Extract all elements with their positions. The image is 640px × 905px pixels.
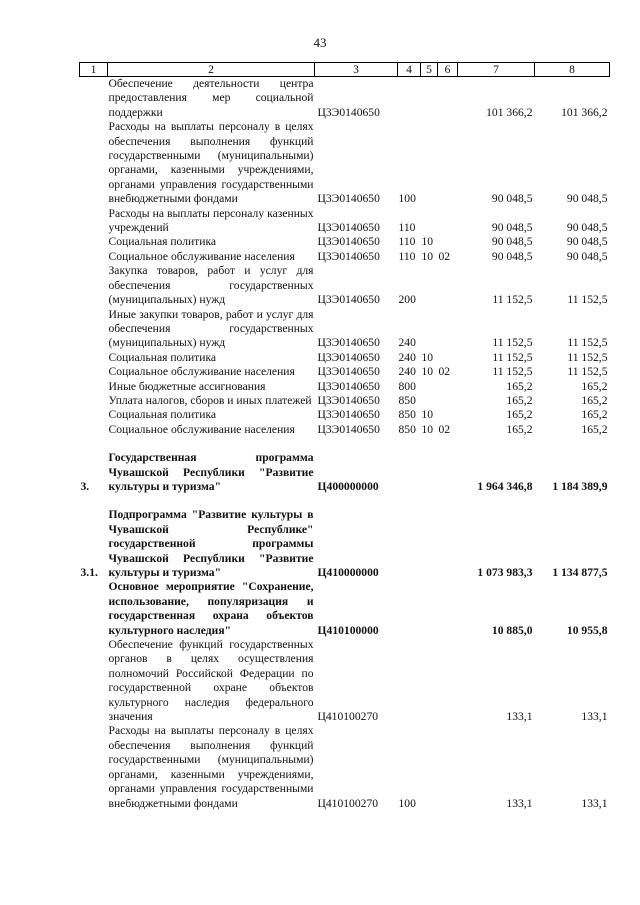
table-row bbox=[80, 308, 610, 351]
section bbox=[421, 120, 438, 206]
amount-col8: 1 134 877,5 bbox=[552, 566, 608, 579]
subsection bbox=[438, 380, 458, 394]
header-cell: 8 bbox=[535, 63, 610, 77]
subsection bbox=[438, 351, 458, 365]
amount-col8: 101 366,2 bbox=[561, 105, 608, 119]
row-number: 3.1. bbox=[80, 566, 98, 579]
row-name: Уплата налогов, сборов и иных платежей bbox=[108, 393, 312, 407]
amount-col8: 165,2 bbox=[581, 422, 608, 436]
amount-col8: 11 152,5 bbox=[567, 350, 608, 364]
row-number bbox=[80, 380, 108, 394]
amount-col7: 11 152,5 bbox=[492, 336, 533, 350]
header-cell: 7 bbox=[458, 63, 535, 77]
header-cell: 6 bbox=[438, 63, 458, 77]
target-code: Ц3Э0140650 bbox=[317, 192, 380, 206]
expense-type bbox=[398, 638, 421, 724]
amount-col8: 1 184 389,9 bbox=[552, 479, 608, 493]
amount-col8: 133,1 bbox=[581, 796, 608, 810]
amount-col7: 1 964 346,8 bbox=[477, 479, 533, 493]
amount-col8: 10 955,8 bbox=[566, 623, 608, 637]
target-code: Ц410100270 bbox=[317, 796, 379, 810]
amount-col8: 90 048,5 bbox=[566, 221, 608, 235]
expense-type bbox=[398, 508, 421, 580]
amount-col8: 11 152,5 bbox=[567, 336, 608, 350]
table-row bbox=[80, 394, 610, 408]
row-number bbox=[80, 235, 108, 249]
table-row bbox=[80, 365, 610, 379]
header-cell: 1 bbox=[80, 63, 108, 77]
subsection bbox=[438, 235, 458, 249]
target-code: Ц3Э0140650 bbox=[317, 336, 380, 350]
table-row bbox=[80, 235, 610, 249]
row-number bbox=[80, 77, 108, 121]
table-row bbox=[80, 351, 610, 365]
table-row bbox=[80, 724, 610, 810]
amount-col7: 90 048,5 bbox=[491, 221, 533, 235]
amount-col8: 90 048,5 bbox=[566, 192, 608, 206]
table-row bbox=[80, 423, 610, 437]
subsection bbox=[438, 308, 458, 351]
row-name: Подпрограмма "Развитие культуры в Чувашской Республике" государственной программы Чувашской Республики "Развитие культуры и туризма" bbox=[108, 508, 314, 579]
amount-col7: 165,2 bbox=[506, 393, 533, 407]
amount-col8: 165,2 bbox=[581, 393, 608, 407]
subsection bbox=[438, 394, 458, 408]
row-name: Социальное обслуживание населения bbox=[108, 422, 295, 436]
amount-col7: 1 073 983,3 bbox=[477, 566, 533, 579]
row-name: Обеспечение деятельности центра предоставления мер социальной поддержки bbox=[108, 77, 314, 119]
table-row bbox=[80, 638, 610, 724]
row-number bbox=[80, 408, 108, 422]
expense-type bbox=[398, 77, 421, 121]
subsection bbox=[438, 508, 458, 580]
expense-type: 110 bbox=[398, 235, 416, 249]
subsection bbox=[438, 580, 458, 638]
row-name: Обеспечение функций государственных органов в целях осуществления полномочий Российской Федерации по государственной охране объектов культурного наследия федерального значения bbox=[108, 638, 314, 724]
table-row bbox=[80, 120, 610, 206]
section bbox=[421, 264, 438, 307]
expense-type: 100 bbox=[398, 796, 416, 810]
target-code: Ц3Э0140650 bbox=[317, 422, 380, 436]
header-cell: 3 bbox=[315, 63, 398, 77]
header-cell: 4 bbox=[398, 63, 421, 77]
amount-col7: 90 048,5 bbox=[491, 249, 533, 263]
amount-col7: 133,1 bbox=[506, 796, 533, 810]
amount-col7: 101 366,2 bbox=[486, 105, 533, 119]
row-name: Расходы на выплаты персоналу в целях обеспечения выполнения функций государственными (муниципальными) органами, казенными учреждениями, органами управления государственными внебюджетными фондами bbox=[108, 724, 314, 810]
expense-type: 240 bbox=[398, 350, 416, 364]
row-number bbox=[80, 724, 108, 810]
amount-col7: 133,1 bbox=[506, 710, 533, 724]
row-number bbox=[80, 394, 108, 408]
row-name: Расходы на выплаты персоналу в целях обеспечения выполнения функций государственными (муниципальными) органами, казенными учреждениями, органами управления государственными внебюджетными фондами bbox=[108, 120, 314, 206]
target-code: Ц410100270 bbox=[317, 710, 379, 724]
expense-type: 100 bbox=[398, 192, 416, 206]
section: 10 bbox=[421, 235, 434, 249]
amount-col8: 11 152,5 bbox=[567, 365, 608, 379]
amount-col8: 165,2 bbox=[581, 408, 608, 422]
expense-type: 240 bbox=[398, 365, 416, 379]
subsection bbox=[438, 207, 458, 236]
table-row bbox=[80, 77, 610, 121]
row-number bbox=[80, 580, 108, 638]
section bbox=[421, 77, 438, 121]
row-name: Закупка товаров, работ и услуг для обеспечения государственных (муниципальных) нужд bbox=[108, 264, 314, 307]
subsection bbox=[438, 451, 458, 494]
amount-col7: 11 152,5 bbox=[492, 365, 533, 379]
row-name: Иные бюджетные ассигнования bbox=[108, 379, 266, 393]
table-row bbox=[80, 580, 610, 638]
target-code: Ц3Э0140650 bbox=[317, 393, 380, 407]
subsection bbox=[438, 408, 458, 422]
expense-type: 850 bbox=[398, 422, 416, 436]
row-name: Социальная политика bbox=[108, 235, 217, 249]
table-row bbox=[80, 451, 610, 494]
section: 10 bbox=[421, 249, 434, 263]
section bbox=[421, 380, 438, 394]
subsection bbox=[438, 264, 458, 307]
expense-type: 240 bbox=[398, 336, 416, 350]
section bbox=[421, 724, 438, 810]
section: 10 bbox=[421, 408, 434, 422]
expense-type: 110 bbox=[398, 249, 416, 263]
section bbox=[421, 207, 438, 236]
amount-col7: 11 152,5 bbox=[492, 293, 533, 307]
row-number bbox=[80, 264, 108, 307]
amount-col7: 165,2 bbox=[506, 379, 533, 393]
row-number bbox=[80, 207, 108, 236]
table-row bbox=[80, 250, 610, 264]
amount-col8: 90 048,5 bbox=[566, 235, 608, 249]
row-number bbox=[80, 250, 108, 264]
row-spacer bbox=[80, 437, 610, 451]
row-spacer bbox=[80, 494, 610, 508]
table-row bbox=[80, 264, 610, 307]
amount-col7: 10 885,0 bbox=[491, 623, 533, 637]
section bbox=[421, 580, 438, 638]
expense-type bbox=[398, 580, 421, 638]
expense-type: 110 bbox=[398, 221, 416, 235]
target-code: Ц3Э0140650 bbox=[317, 249, 380, 263]
row-name: Расходы на выплаты персоналу казенных учреждений bbox=[108, 206, 314, 235]
amount-col8: 11 152,5 bbox=[567, 293, 608, 307]
section bbox=[421, 308, 438, 351]
header-cell: 5 bbox=[421, 63, 438, 77]
subsection: 02 bbox=[438, 365, 451, 379]
target-code: Ц3Э0140650 bbox=[317, 408, 380, 422]
amount-col8: 165,2 bbox=[581, 379, 608, 393]
subsection bbox=[438, 724, 458, 810]
section bbox=[421, 638, 438, 724]
amount-col7: 165,2 bbox=[506, 408, 533, 422]
section bbox=[421, 508, 438, 580]
subsection bbox=[438, 77, 458, 121]
row-number bbox=[80, 120, 108, 206]
table-row bbox=[80, 508, 610, 580]
expense-type: 850 bbox=[398, 393, 416, 407]
target-code: Ц3Э0140650 bbox=[317, 221, 380, 235]
expense-type bbox=[398, 451, 421, 494]
subsection bbox=[438, 638, 458, 724]
section: 10 bbox=[421, 422, 434, 436]
column-number-header bbox=[80, 63, 610, 77]
section: 10 bbox=[421, 365, 434, 379]
page-number: 43 bbox=[313, 35, 327, 50]
row-number bbox=[80, 423, 108, 437]
amount-col8: 133,1 bbox=[581, 710, 608, 724]
amount-col8: 90 048,5 bbox=[566, 249, 608, 263]
target-code: Ц400000000 bbox=[317, 479, 379, 493]
row-number: 3. bbox=[80, 479, 90, 493]
row-name: Иные закупки товаров, работ и услуг для обеспечения государственных (муниципальных) нужд bbox=[108, 307, 314, 350]
row-number bbox=[80, 365, 108, 379]
row-name: Социальное обслуживание населения bbox=[108, 249, 295, 263]
row-name: Государственная программа Чувашской Республики "Развитие культуры и туризма" bbox=[108, 451, 314, 493]
target-code: Ц3Э0140650 bbox=[317, 293, 380, 307]
table-row bbox=[80, 408, 610, 422]
amount-col7: 165,2 bbox=[506, 422, 533, 436]
expense-type: 850 bbox=[398, 408, 416, 422]
target-code: Ц3Э0140650 bbox=[317, 235, 380, 249]
subsection: 02 bbox=[438, 249, 451, 263]
row-name: Основное мероприятие "Сохранение, использование, популяризация и государственная охрана объектов культурного наследия" bbox=[108, 580, 314, 637]
amount-col7: 90 048,5 bbox=[491, 192, 533, 206]
table-row bbox=[80, 207, 610, 236]
budget-table bbox=[79, 62, 610, 811]
expense-type: 200 bbox=[398, 293, 416, 307]
row-name: Социальная политика bbox=[108, 408, 217, 422]
amount-col7: 11 152,5 bbox=[492, 350, 533, 364]
row-number bbox=[80, 351, 108, 365]
subsection: 02 bbox=[438, 422, 451, 436]
expense-type: 800 bbox=[398, 379, 416, 393]
header-cell: 2 bbox=[108, 63, 315, 77]
table-row bbox=[80, 380, 610, 394]
target-code: Ц3Э0140650 bbox=[317, 350, 380, 364]
target-code: Ц3Э0140650 bbox=[317, 379, 380, 393]
amount-col7: 90 048,5 bbox=[491, 235, 533, 249]
target-code: Ц410000000 bbox=[317, 566, 379, 579]
target-code: Ц3Э0140650 bbox=[317, 105, 380, 119]
row-name: Социальное обслуживание населения bbox=[108, 365, 295, 379]
row-name: Социальная политика bbox=[108, 350, 217, 364]
section: 10 bbox=[421, 350, 434, 364]
row-number bbox=[80, 308, 108, 351]
section bbox=[421, 451, 438, 494]
target-code: Ц410100000 bbox=[317, 623, 379, 637]
subsection bbox=[438, 120, 458, 206]
section bbox=[421, 394, 438, 408]
target-code: Ц3Э0140650 bbox=[317, 365, 380, 379]
row-number bbox=[80, 638, 108, 724]
